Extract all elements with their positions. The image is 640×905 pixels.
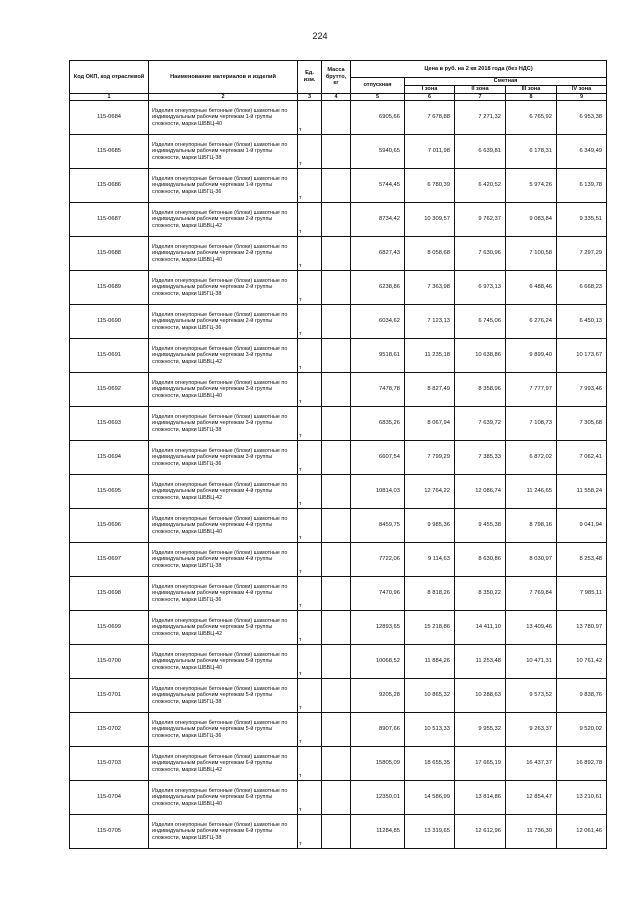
row-mass <box>322 101 351 135</box>
row-zone-2-price: 17 665,19 <box>455 747 506 781</box>
row-name: Изделия огнеупорные бетонные (блоки) шамотные по индивидуальным рабочим чертежам 1-й группы сложности, марки ШБВЦ-40 <box>149 101 298 135</box>
row-mass <box>322 407 351 441</box>
row-zone-2-price: 9 762,37 <box>455 203 506 237</box>
row-zone-3-price: 12 854,47 <box>506 781 557 815</box>
row-code: 115-0697 <box>70 543 149 577</box>
table-row <box>70 339 607 373</box>
row-unit: т <box>298 781 322 815</box>
table-row <box>70 203 607 237</box>
row-zone-3-price: 9 083,84 <box>506 203 557 237</box>
row-mass <box>322 543 351 577</box>
row-zone-2-price: 7 385,33 <box>455 441 506 475</box>
header-code: Код ОКП, код отраслевой <box>70 61 149 94</box>
row-zone-1-price: 14 586,99 <box>405 781 455 815</box>
row-unit: т <box>298 679 322 713</box>
row-unit: т <box>298 135 322 169</box>
row-zone-2-price: 12 612,96 <box>455 815 506 849</box>
row-unit: т <box>298 747 322 781</box>
row-release-price: 11284,85 <box>351 815 405 849</box>
table-row <box>70 679 607 713</box>
row-zone-3-price: 9 899,40 <box>506 339 557 373</box>
row-code: 115-0690 <box>70 305 149 339</box>
row-code: 115-0701 <box>70 679 149 713</box>
row-zone-2-price: 9 455,38 <box>455 509 506 543</box>
table-row <box>70 713 607 747</box>
row-zone-4-price: 9 335,51 <box>557 203 607 237</box>
row-unit: т <box>298 203 322 237</box>
row-name: Изделия огнеупорные бетонные (блоки) шамотные по индивидуальным рабочим чертежам 1-й группы сложности, марки ШБГЦ-36 <box>149 169 298 203</box>
header-zone-2: II зона <box>455 86 506 94</box>
row-release-price: 7722,06 <box>351 543 405 577</box>
row-code: 115-0696 <box>70 509 149 543</box>
row-mass <box>322 509 351 543</box>
row-zone-2-price: 10 288,63 <box>455 679 506 713</box>
row-zone-2-price: 8 630,86 <box>455 543 506 577</box>
row-mass <box>322 713 351 747</box>
row-zone-1-price: 9 985,36 <box>405 509 455 543</box>
row-name: Изделия огнеупорные бетонные (блоки) шамотные по индивидуальным рабочим чертежам 4-й группы сложности, марки ШБВЦ-42 <box>149 475 298 509</box>
row-name: Изделия огнеупорные бетонные (блоки) шамотные по индивидуальным рабочим чертежам 1-й группы сложности, марки ШБГЦ-38 <box>149 135 298 169</box>
row-zone-2-price: 7 630,96 <box>455 237 506 271</box>
row-mass <box>322 441 351 475</box>
row-unit: т <box>298 611 322 645</box>
row-zone-1-price: 7 678,88 <box>405 101 455 135</box>
row-zone-4-price: 7 305,68 <box>557 407 607 441</box>
row-name: Изделия огнеупорные бетонные (блоки) шамотные по индивидуальным рабочим чертежам 6-й группы сложности, марки ШБВЦ-40 <box>149 781 298 815</box>
row-code: 115-0689 <box>70 271 149 305</box>
row-zone-1-price: 11 235,18 <box>405 339 455 373</box>
row-zone-3-price: 7 777,97 <box>506 373 557 407</box>
row-zone-2-price: 12 086,74 <box>455 475 506 509</box>
table-row <box>70 747 607 781</box>
row-zone-2-price: 8 358,96 <box>455 373 506 407</box>
table-row <box>70 509 607 543</box>
page-number: 224 <box>312 31 328 41</box>
table-row <box>70 815 607 849</box>
row-zone-3-price: 6 872,02 <box>506 441 557 475</box>
row-zone-2-price: 9 955,32 <box>455 713 506 747</box>
row-zone-3-price: 7 108,73 <box>506 407 557 441</box>
column-number: 9 <box>557 94 607 101</box>
row-code: 115-0703 <box>70 747 149 781</box>
row-code: 115-0693 <box>70 407 149 441</box>
row-zone-2-price: 11 253,48 <box>455 645 506 679</box>
header-name: Наименование материалов и изделий <box>149 61 298 94</box>
table-row <box>70 135 607 169</box>
row-zone-3-price: 10 471,31 <box>506 645 557 679</box>
row-name: Изделия огнеупорные бетонные (блоки) шамотные по индивидуальным рабочим чертежам 5-й группы сложности, марки ШБВЦ-40 <box>149 645 298 679</box>
table-row <box>70 645 607 679</box>
row-unit: т <box>298 373 322 407</box>
column-number: 3 <box>298 94 322 101</box>
row-zone-1-price: 15 218,86 <box>405 611 455 645</box>
row-release-price: 10068,52 <box>351 645 405 679</box>
row-unit: т <box>298 271 322 305</box>
row-unit: т <box>298 407 322 441</box>
row-zone-3-price: 6 765,92 <box>506 101 557 135</box>
row-zone-1-price: 18 655,35 <box>405 747 455 781</box>
table-row <box>70 781 607 815</box>
row-zone-1-price: 13 319,65 <box>405 815 455 849</box>
row-code: 115-0702 <box>70 713 149 747</box>
table-body <box>70 101 607 849</box>
row-code: 115-0687 <box>70 203 149 237</box>
row-release-price: 6034,62 <box>351 305 405 339</box>
row-mass <box>322 305 351 339</box>
row-name: Изделия огнеупорные бетонные (блоки) шамотные по индивидуальным рабочим чертежам 2-й группы сложности, марки ШБГЦ-38 <box>149 271 298 305</box>
header-zone-4: IV зона <box>557 86 607 94</box>
row-name: Изделия огнеупорные бетонные (блоки) шамотные по индивидуальным рабочим чертежам 3-й группы сложности, марки ШБВЦ-42 <box>149 339 298 373</box>
row-zone-1-price: 7 363,98 <box>405 271 455 305</box>
row-unit: т <box>298 441 322 475</box>
row-unit: т <box>298 509 322 543</box>
row-release-price: 6238,86 <box>351 271 405 305</box>
row-name: Изделия огнеупорные бетонные (блоки) шамотные по индивидуальным рабочим чертежам 4-й группы сложности, марки ШБГЦ-36 <box>149 577 298 611</box>
row-name: Изделия огнеупорные бетонные (блоки) шамотные по индивидуальным рабочим чертежам 6-й группы сложности, марки ШБВЦ-42 <box>149 747 298 781</box>
row-name: Изделия огнеупорные бетонные (блоки) шамотные по индивидуальным рабочим чертежам 6-й группы сложности, марки ШБГЦ-38 <box>149 815 298 849</box>
row-mass <box>322 747 351 781</box>
row-release-price: 6905,66 <box>351 101 405 135</box>
row-zone-2-price: 13 814,86 <box>455 781 506 815</box>
row-zone-1-price: 11 884,26 <box>405 645 455 679</box>
row-zone-4-price: 7 297,29 <box>557 237 607 271</box>
row-code: 115-0705 <box>70 815 149 849</box>
row-mass <box>322 135 351 169</box>
row-code: 115-0700 <box>70 645 149 679</box>
row-zone-1-price: 8 827,49 <box>405 373 455 407</box>
row-zone-4-price: 7 985,11 <box>557 577 607 611</box>
row-mass <box>322 611 351 645</box>
row-zone-4-price: 13 210,61 <box>557 781 607 815</box>
row-unit: т <box>298 645 322 679</box>
row-release-price: 15805,09 <box>351 747 405 781</box>
row-zone-3-price: 8 030,97 <box>506 543 557 577</box>
row-name: Изделия огнеупорные бетонные (блоки) шамотные по индивидуальным рабочим чертежам 3-й группы сложности, марки ШБВЦ-40 <box>149 373 298 407</box>
row-mass <box>322 339 351 373</box>
row-zone-4-price: 10 761,42 <box>557 645 607 679</box>
row-code: 115-0695 <box>70 475 149 509</box>
row-release-price: 8459,75 <box>351 509 405 543</box>
header-zone-3: III зона <box>506 86 557 94</box>
row-zone-2-price: 6 745,06 <box>455 305 506 339</box>
row-name: Изделия огнеупорные бетонные (блоки) шамотные по индивидуальным рабочим чертежам 4-й группы сложности, марки ШБВЦ-40 <box>149 509 298 543</box>
table-row <box>70 305 607 339</box>
row-zone-2-price: 6 973,13 <box>455 271 506 305</box>
row-zone-3-price: 7 769,84 <box>506 577 557 611</box>
row-unit: т <box>298 237 322 271</box>
row-unit: т <box>298 305 322 339</box>
row-zone-2-price: 6 639,81 <box>455 135 506 169</box>
row-name: Изделия огнеупорные бетонные (блоки) шамотные по индивидуальным рабочим чертежам 2-й группы сложности, марки ШБВЦ-42 <box>149 203 298 237</box>
row-zone-4-price: 6 668,23 <box>557 271 607 305</box>
table-row <box>70 169 607 203</box>
row-zone-1-price: 9 114,63 <box>405 543 455 577</box>
row-mass <box>322 203 351 237</box>
table-row <box>70 407 607 441</box>
row-zone-4-price: 6 450,13 <box>557 305 607 339</box>
row-release-price: 6835,26 <box>351 407 405 441</box>
row-name: Изделия огнеупорные бетонные (блоки) шамотные по индивидуальным рабочим чертежам 3-й группы сложности, марки ШБГЦ-38 <box>149 407 298 441</box>
column-number: 8 <box>506 94 557 101</box>
row-name: Изделия огнеупорные бетонные (блоки) шамотные по индивидуальным рабочим чертежам 5-й группы сложности, марки ШБВЦ-42 <box>149 611 298 645</box>
table-row <box>70 611 607 645</box>
row-zone-4-price: 7 993,46 <box>557 373 607 407</box>
row-name: Изделия огнеупорные бетонные (блоки) шамотные по индивидуальным рабочим чертежам 5-й группы сложности, марки ШБГЦ-38 <box>149 679 298 713</box>
row-zone-2-price: 8 350,22 <box>455 577 506 611</box>
row-release-price: 12350,01 <box>351 781 405 815</box>
row-zone-3-price: 5 974,26 <box>506 169 557 203</box>
row-name: Изделия огнеупорные бетонные (блоки) шамотные по индивидуальным рабочим чертежам 3-й группы сложности, марки ШБГЦ-36 <box>149 441 298 475</box>
table-row <box>70 237 607 271</box>
row-zone-1-price: 7 011,98 <box>405 135 455 169</box>
row-unit: т <box>298 101 322 135</box>
row-zone-2-price: 6 420,52 <box>455 169 506 203</box>
row-zone-4-price: 12 061,46 <box>557 815 607 849</box>
row-zone-3-price: 9 573,52 <box>506 679 557 713</box>
row-mass <box>322 645 351 679</box>
row-zone-3-price: 6 488,46 <box>506 271 557 305</box>
column-number: 4 <box>322 94 351 101</box>
row-release-price: 8907,66 <box>351 713 405 747</box>
row-release-price: 8734,42 <box>351 203 405 237</box>
row-zone-2-price: 7 639,72 <box>455 407 506 441</box>
row-zone-3-price: 6 276,24 <box>506 305 557 339</box>
row-unit: т <box>298 713 322 747</box>
header-estimate: Сметная <box>405 78 607 86</box>
row-zone-4-price: 11 558,24 <box>557 475 607 509</box>
table-row <box>70 101 607 135</box>
row-zone-4-price: 8 253,48 <box>557 543 607 577</box>
row-unit: т <box>298 339 322 373</box>
table-row <box>70 475 607 509</box>
row-zone-1-price: 7 123,13 <box>405 305 455 339</box>
row-release-price: 5940,65 <box>351 135 405 169</box>
row-code: 115-0694 <box>70 441 149 475</box>
column-number-row <box>70 94 607 101</box>
row-zone-1-price: 12 764,22 <box>405 475 455 509</box>
row-code: 115-0699 <box>70 611 149 645</box>
row-name: Изделия огнеупорные бетонные (блоки) шамотные по индивидуальным рабочим чертежам 5-й группы сложности, марки ШБГЦ-36 <box>149 713 298 747</box>
row-zone-3-price: 11 736,30 <box>506 815 557 849</box>
row-zone-4-price: 6 139,78 <box>557 169 607 203</box>
row-zone-1-price: 10 309,57 <box>405 203 455 237</box>
column-number: 6 <box>405 94 455 101</box>
row-release-price: 5744,45 <box>351 169 405 203</box>
column-number: 5 <box>351 94 405 101</box>
row-release-price: 6827,43 <box>351 237 405 271</box>
row-zone-4-price: 9 838,76 <box>557 679 607 713</box>
row-zone-3-price: 13 409,46 <box>506 611 557 645</box>
row-zone-2-price: 7 271,32 <box>455 101 506 135</box>
row-zone-1-price: 8 067,94 <box>405 407 455 441</box>
header-zone-1: I зона <box>405 86 455 94</box>
row-release-price: 12893,65 <box>351 611 405 645</box>
row-name: Изделия огнеупорные бетонные (блоки) шамотные по индивидуальным рабочим чертежам 4-й группы сложности, марки ШБГЦ-38 <box>149 543 298 577</box>
row-unit: т <box>298 169 322 203</box>
row-zone-4-price: 6 349,49 <box>557 135 607 169</box>
row-unit: т <box>298 543 322 577</box>
row-code: 115-0684 <box>70 101 149 135</box>
row-unit: т <box>298 577 322 611</box>
row-mass <box>322 781 351 815</box>
row-code: 115-0688 <box>70 237 149 271</box>
row-zone-3-price: 8 798,16 <box>506 509 557 543</box>
row-code: 115-0685 <box>70 135 149 169</box>
row-name: Изделия огнеупорные бетонные (блоки) шамотные по индивидуальным рабочим чертежам 2-й группы сложности, марки ШБГЦ-36 <box>149 305 298 339</box>
row-code: 115-0686 <box>70 169 149 203</box>
row-zone-3-price: 9 263,37 <box>506 713 557 747</box>
row-release-price: 9518,61 <box>351 339 405 373</box>
row-mass <box>322 679 351 713</box>
table-row <box>70 373 607 407</box>
header-mass: Масса брутто, кг <box>322 61 351 94</box>
row-zone-1-price: 7 799,29 <box>405 441 455 475</box>
row-mass <box>322 271 351 305</box>
row-mass <box>322 373 351 407</box>
row-mass <box>322 237 351 271</box>
row-zone-3-price: 11 246,65 <box>506 475 557 509</box>
row-zone-4-price: 9 041,94 <box>557 509 607 543</box>
row-mass <box>322 577 351 611</box>
row-mass <box>322 815 351 849</box>
row-zone-4-price: 7 062,41 <box>557 441 607 475</box>
row-zone-1-price: 8 058,68 <box>405 237 455 271</box>
row-code: 115-0698 <box>70 577 149 611</box>
row-zone-4-price: 13 780,97 <box>557 611 607 645</box>
row-zone-3-price: 16 437,37 <box>506 747 557 781</box>
header-price-title: Цена в руб. на 2 кв 2018 года (без НДС) <box>351 61 607 78</box>
table-row <box>70 577 607 611</box>
header-unit: Ед. изм. <box>298 61 322 94</box>
row-zone-1-price: 8 818,26 <box>405 577 455 611</box>
row-unit: т <box>298 475 322 509</box>
row-mass <box>322 169 351 203</box>
row-name: Изделия огнеупорные бетонные (блоки) шамотные по индивидуальным рабочим чертежам 2-й группы сложности, марки ШБВЦ-40 <box>149 237 298 271</box>
price-table <box>69 60 607 849</box>
row-zone-4-price: 10 173,67 <box>557 339 607 373</box>
row-zone-4-price: 6 953,38 <box>557 101 607 135</box>
row-zone-2-price: 14 411,10 <box>455 611 506 645</box>
row-zone-4-price: 9 520,02 <box>557 713 607 747</box>
row-code: 115-0691 <box>70 339 149 373</box>
row-zone-3-price: 7 100,58 <box>506 237 557 271</box>
column-number: 7 <box>455 94 506 101</box>
row-zone-1-price: 6 780,39 <box>405 169 455 203</box>
row-release-price: 7470,96 <box>351 577 405 611</box>
table-row <box>70 543 607 577</box>
column-number: 1 <box>70 94 149 101</box>
row-unit: т <box>298 815 322 849</box>
column-number: 2 <box>149 94 298 101</box>
header-release: отпускная <box>351 78 405 94</box>
row-zone-1-price: 10 865,32 <box>405 679 455 713</box>
row-release-price: 10814,03 <box>351 475 405 509</box>
row-release-price: 7478,78 <box>351 373 405 407</box>
row-zone-1-price: 10 513,33 <box>405 713 455 747</box>
row-mass <box>322 475 351 509</box>
table-row <box>70 441 607 475</box>
row-code: 115-0704 <box>70 781 149 815</box>
row-release-price: 9205,28 <box>351 679 405 713</box>
row-release-price: 6607,54 <box>351 441 405 475</box>
row-zone-3-price: 6 178,31 <box>506 135 557 169</box>
row-zone-4-price: 16 892,78 <box>557 747 607 781</box>
row-zone-2-price: 10 638,86 <box>455 339 506 373</box>
table-row <box>70 271 607 305</box>
row-code: 115-0692 <box>70 373 149 407</box>
